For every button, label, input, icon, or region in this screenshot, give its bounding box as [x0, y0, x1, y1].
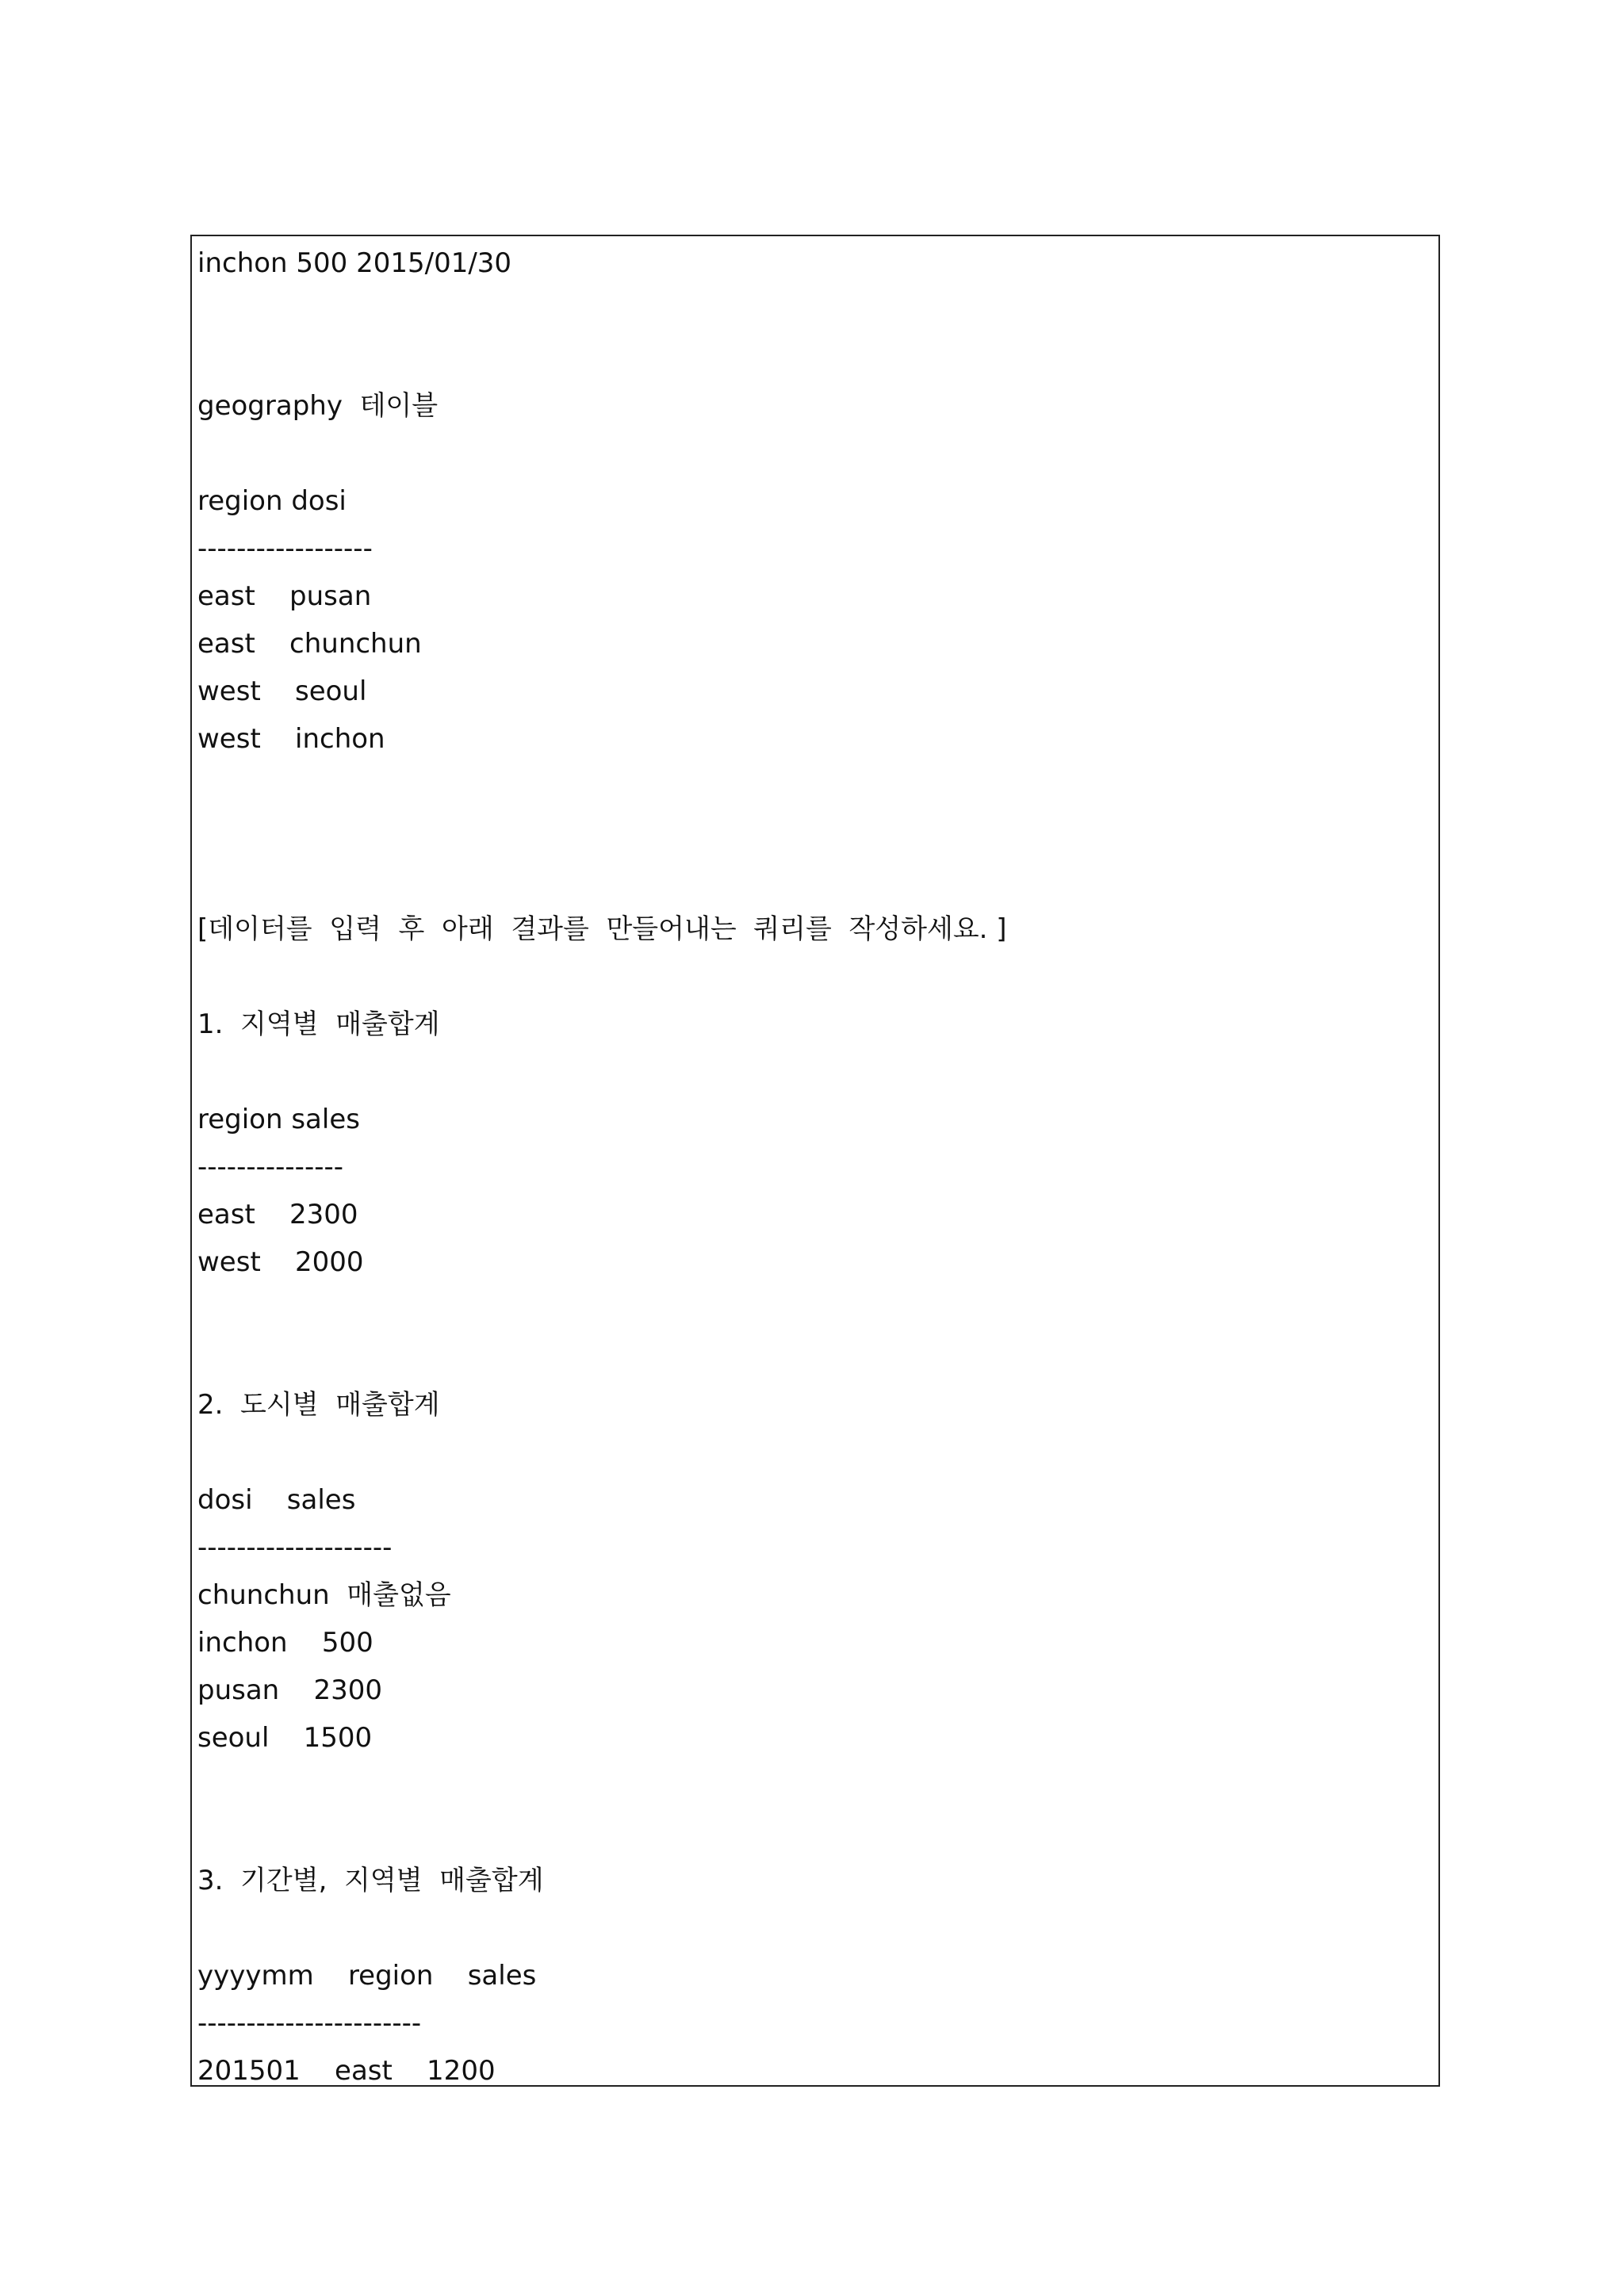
question-2-heading: 2. 도시별 매출합계 [197, 1389, 440, 1421]
result-1-row: west 2000 [197, 1246, 364, 1278]
result-1-row: east 2300 [197, 1199, 358, 1230]
result-2-row: chunchun 매출없음 [197, 1579, 451, 1611]
question-1-heading: 1. 지역별 매출합계 [197, 1008, 440, 1040]
result-2-row: seoul 1500 [197, 1722, 373, 1754]
geography-row: west seoul [197, 675, 367, 707]
result-3-row: 201501 east 1200 [197, 2055, 496, 2087]
geography-row: east pusan [197, 580, 372, 612]
result-3-columns-header: yyyymm region sales [197, 1960, 537, 1992]
instruction-text: [데이터를 입력 후 아래 결과를 만들어내는 쿼리를 작성하세요. ] [197, 913, 1007, 945]
question-3-heading: 3. 기간별, 지역별 매출합계 [197, 1865, 544, 1896]
result-1-columns-header: region sales [197, 1104, 360, 1135]
geography-table-heading: geography 테이블 [197, 390, 439, 422]
result-2-row: inchon 500 [197, 1627, 373, 1659]
document-frame [190, 235, 1440, 2087]
geography-columns-header: region dosi [197, 485, 347, 517]
geography-row: west inchon [197, 723, 385, 755]
result-2-columns-header: dosi sales [197, 1484, 356, 1516]
geography-row: east chunchun [197, 628, 422, 660]
result-2-row: pusan 2300 [197, 1674, 382, 1706]
result-3-divider: ----------------------- [197, 2007, 422, 2039]
result-1-divider: --------------- [197, 1151, 344, 1183]
result-2-divider: -------------------- [197, 1532, 393, 1563]
data-row-inchon: inchon 500 2015/01/30 [197, 247, 512, 279]
geography-divider: ------------------ [197, 533, 373, 564]
